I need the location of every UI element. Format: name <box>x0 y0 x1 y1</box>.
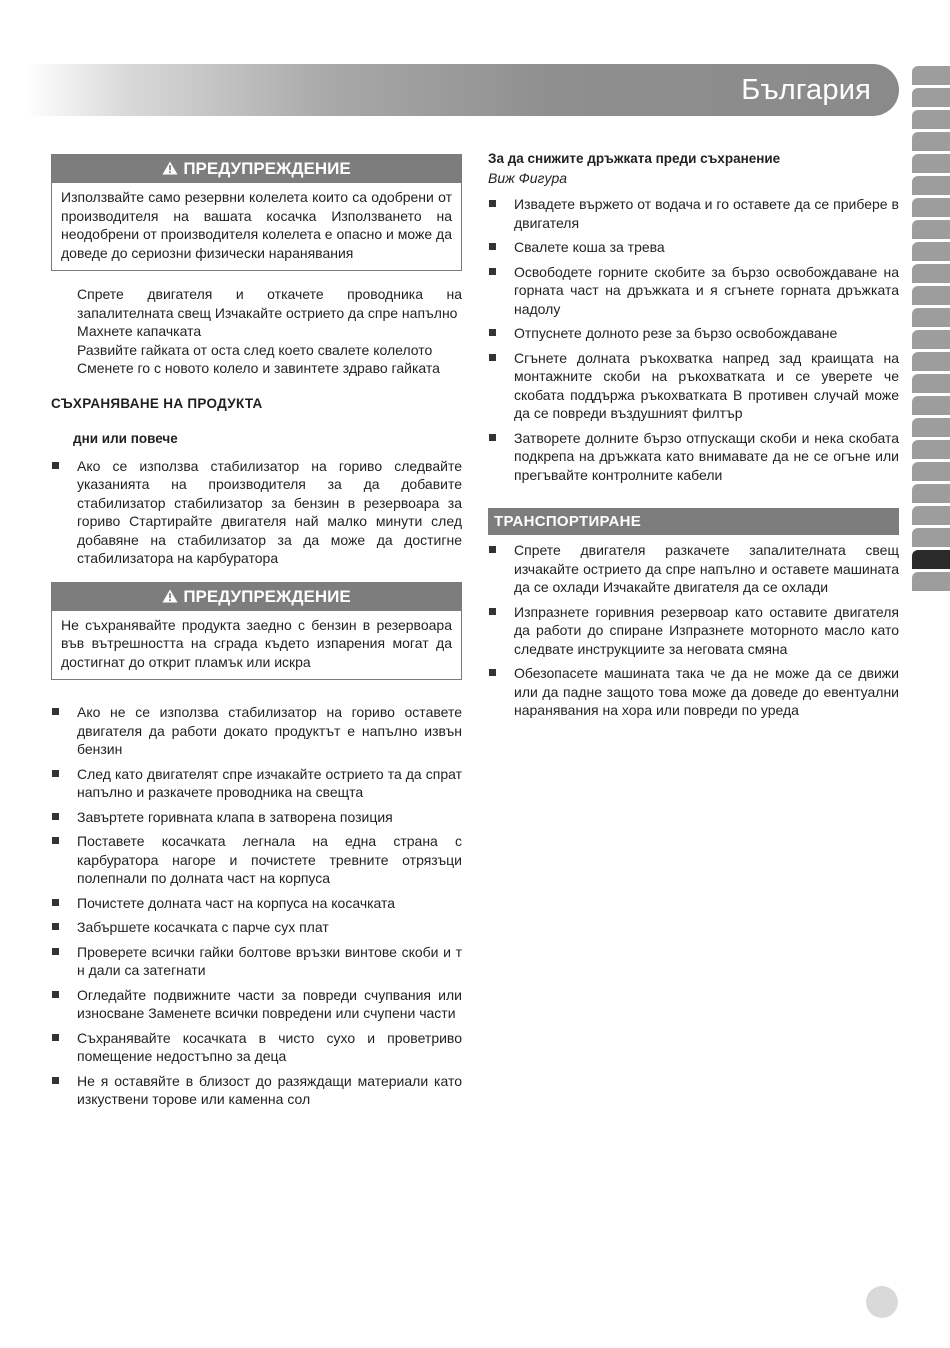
bullet-square-icon <box>489 329 496 336</box>
step-text: Спрете двигателя и откачете проводника на запалителната свещ Изчакайте острието да спре напълно <box>77 286 462 321</box>
list-item-text: Обезопасете машината така че да не може да се движи или да падне защото това може да доведе до евентуални наранявания на хора или повреди по уреда <box>514 665 899 718</box>
list-item-text: Отпуснете долното резе за бързо освобождаване <box>514 325 838 341</box>
side-tab <box>912 572 950 591</box>
list-item-text: Огледайте подвижните части за повреди счупвания или износване Заменете всички повредени или счупени части <box>77 986 462 1021</box>
list-item-text: Ако не се използва стабилизатор на гориво оставете двигателя да работи докато продуктът е напълно извън бензин <box>77 704 462 757</box>
warning-header <box>52 583 461 611</box>
side-tab <box>912 176 950 195</box>
list-item <box>51 986 462 1023</box>
list-item <box>488 324 899 343</box>
warning-header <box>52 155 461 183</box>
storage-section-title: СЪХРАНЯВАНЕ НА ПРОДУКТА <box>51 395 263 411</box>
side-tab <box>912 462 950 481</box>
list-item-text: Завъртете горивната клапа в затворена позиция <box>77 808 393 825</box>
language-title: България <box>741 74 871 106</box>
handle-steps-list <box>488 195 899 484</box>
warning-text: Не съхранявайте продукта заедно с бензин в резервоара във вътрешността на сграда където изпарения могат да достигнат до открит пламък или искра <box>61 616 452 670</box>
list-item <box>488 263 899 319</box>
bullet-square-icon <box>52 948 59 955</box>
list-item-text: Освободете горните скобите за бързо освобождаване на горната част на дръжката и я сгънете горната дръжката надолу <box>514 263 899 317</box>
list-item <box>488 429 899 485</box>
list-item-text: Поставете косачката легнала на една страна с карбуратора нагоре и почистете тревните отрязъци полепнали по долната част на корпуса <box>77 833 462 886</box>
list-item <box>51 765 462 802</box>
storage-steps-list <box>51 703 462 1109</box>
bullet-square-icon <box>52 837 59 844</box>
bullet-square-icon <box>489 354 496 361</box>
step-text: Сменете го с новото колело и завинтете здраво гайката <box>77 360 440 376</box>
list-item-text: След като двигателят спре изчакайте острието та да спрат напълно и разкачете проводника на свещта <box>77 765 462 800</box>
side-tab <box>912 440 950 459</box>
bullet-square-icon <box>489 608 496 615</box>
side-language-tabs <box>912 66 950 594</box>
list-item-text: Извадете вържето от водача и го оставете да се прибере в двигателя <box>514 196 899 231</box>
side-tab <box>912 66 950 85</box>
list-item-text: Свалете коша за трева <box>514 239 665 255</box>
list-item <box>488 349 899 423</box>
list-item-text: Изпразнете горивния резервоар като оставите двигателя да работи до спиране Изпразнете моторното масло като следвате инструкциите за неговата смяна <box>514 603 899 657</box>
bullet-square-icon <box>52 899 59 906</box>
list-item <box>488 664 899 720</box>
language-header-bar <box>26 64 899 116</box>
side-tab <box>912 374 950 393</box>
bullet-square-icon <box>52 1077 59 1084</box>
warning-triangle-icon <box>162 589 178 603</box>
list-item <box>51 703 462 759</box>
side-tab-active <box>912 550 950 569</box>
list-item-text: Затворете долните бързо отпускащи скоби и нека скобата подкрепа на дръжката като внимавате да не се огъне или прегъвайте контролните кабели <box>514 429 899 483</box>
list-item <box>488 541 899 597</box>
side-tab <box>912 110 950 129</box>
bullet-square-icon <box>52 1034 59 1041</box>
list-item-text: Съхранявайте косачката в чисто сухо и проветриво помещение недостъпно за деца <box>77 1029 462 1064</box>
warning-title: ПРЕДУПРЕЖДЕНИЕ <box>183 586 351 606</box>
side-tab <box>912 242 950 261</box>
list-item-text: Забършете косачката с парче сух плат <box>77 919 329 935</box>
list-item <box>51 894 462 913</box>
warning-title: ПРЕДУПРЕЖДЕНИЕ <box>183 159 351 178</box>
side-tab <box>912 528 950 547</box>
storage-subheading: дни или повече <box>73 431 178 446</box>
list-item <box>51 918 462 937</box>
list-item <box>51 1072 462 1109</box>
list-item <box>51 943 462 980</box>
list-item <box>488 195 899 232</box>
list-item-text: Спрете двигателя разкачете запалителната свещ изчакайте острието да спре напълно и оставете машината да се охлади Изчакайте двигателя да се охлади <box>514 542 899 595</box>
side-tab <box>912 264 950 283</box>
step-text: Махнете капачката <box>77 323 202 339</box>
list-item-text: Почистете долната част на корпуса на косачката <box>77 894 396 911</box>
list-item <box>488 238 899 257</box>
page-number-marker <box>866 1286 898 1318</box>
warning-text: Използвайте само резервни колелета които са одобрени от производителя на вашата косачка Използването на неодобрени от производителя колелета е опасно и може да доведе до сериозни физически наранявания <box>61 189 452 261</box>
side-tab <box>912 418 950 437</box>
warning-triangle-icon <box>162 161 178 175</box>
bullet-square-icon <box>489 268 496 275</box>
side-tab <box>912 286 950 305</box>
bullet-square-icon <box>52 813 59 820</box>
wheel-replacement-steps <box>51 285 462 378</box>
bullet-square-icon <box>52 923 59 930</box>
side-tab <box>912 220 950 239</box>
bullet-square-icon <box>52 462 59 469</box>
figure-reference: Виж Фигура <box>488 169 568 186</box>
side-tab <box>912 484 950 503</box>
list-item-text: Не я оставяйте в близост до разяждащи материали като изкуствени торове или каменна сол <box>77 1072 462 1107</box>
side-tab <box>912 506 950 525</box>
list-item <box>488 603 899 659</box>
side-tab <box>912 154 950 173</box>
side-tab <box>912 132 950 151</box>
side-tab <box>912 308 950 327</box>
side-tab <box>912 88 950 107</box>
right-column <box>488 150 899 726</box>
list-item <box>51 457 462 568</box>
bullet-square-icon <box>489 243 496 250</box>
list-item <box>51 808 462 827</box>
transport-section-title: ТРАНСПОРТИРАНЕ <box>488 508 899 535</box>
side-tab <box>912 198 950 217</box>
bullet-square-icon <box>489 669 496 676</box>
left-column <box>51 154 462 1115</box>
bullet-square-icon <box>489 200 496 207</box>
list-item-text: Проверете всички гайки болтове връзки винтове скоби и т н дали са затегнати <box>77 943 462 978</box>
transport-steps-list <box>488 541 899 720</box>
warning-box-wheels <box>51 154 462 271</box>
side-tab <box>912 396 950 415</box>
handle-section-title: За да снижите дръжката преди съхранение <box>488 151 781 166</box>
list-item <box>51 832 462 888</box>
bullet-square-icon <box>489 434 496 441</box>
list-item-text: Сгънете долната ръкохватка напред зад краищата на монтажните скоби на ръкохватката и се уверете че скобата поддържа ръкохватката В противен случай може да се повреди въздушният филтър <box>514 349 899 421</box>
side-tab <box>912 330 950 349</box>
list-item-text: Ако се използва стабилизатор на гориво следвайте указанията на производителя за да добавите стабилизатор стабилизатор за бензин в резервоара за гориво Стартирайте двигателя най малко минути след добавяне на стабилизатор за да може да достигне стабилизатора на карбуратора <box>77 457 462 566</box>
bullet-square-icon <box>52 708 59 715</box>
warning-box-storage <box>51 582 462 681</box>
side-tab <box>912 352 950 371</box>
bullet-square-icon <box>52 991 59 998</box>
bullet-square-icon <box>52 770 59 777</box>
step-text: Развийте гайката от оста след което свалете колелото <box>77 341 433 358</box>
storage-bullet-list <box>51 457 462 568</box>
list-item <box>51 1029 462 1066</box>
bullet-square-icon <box>489 546 496 553</box>
